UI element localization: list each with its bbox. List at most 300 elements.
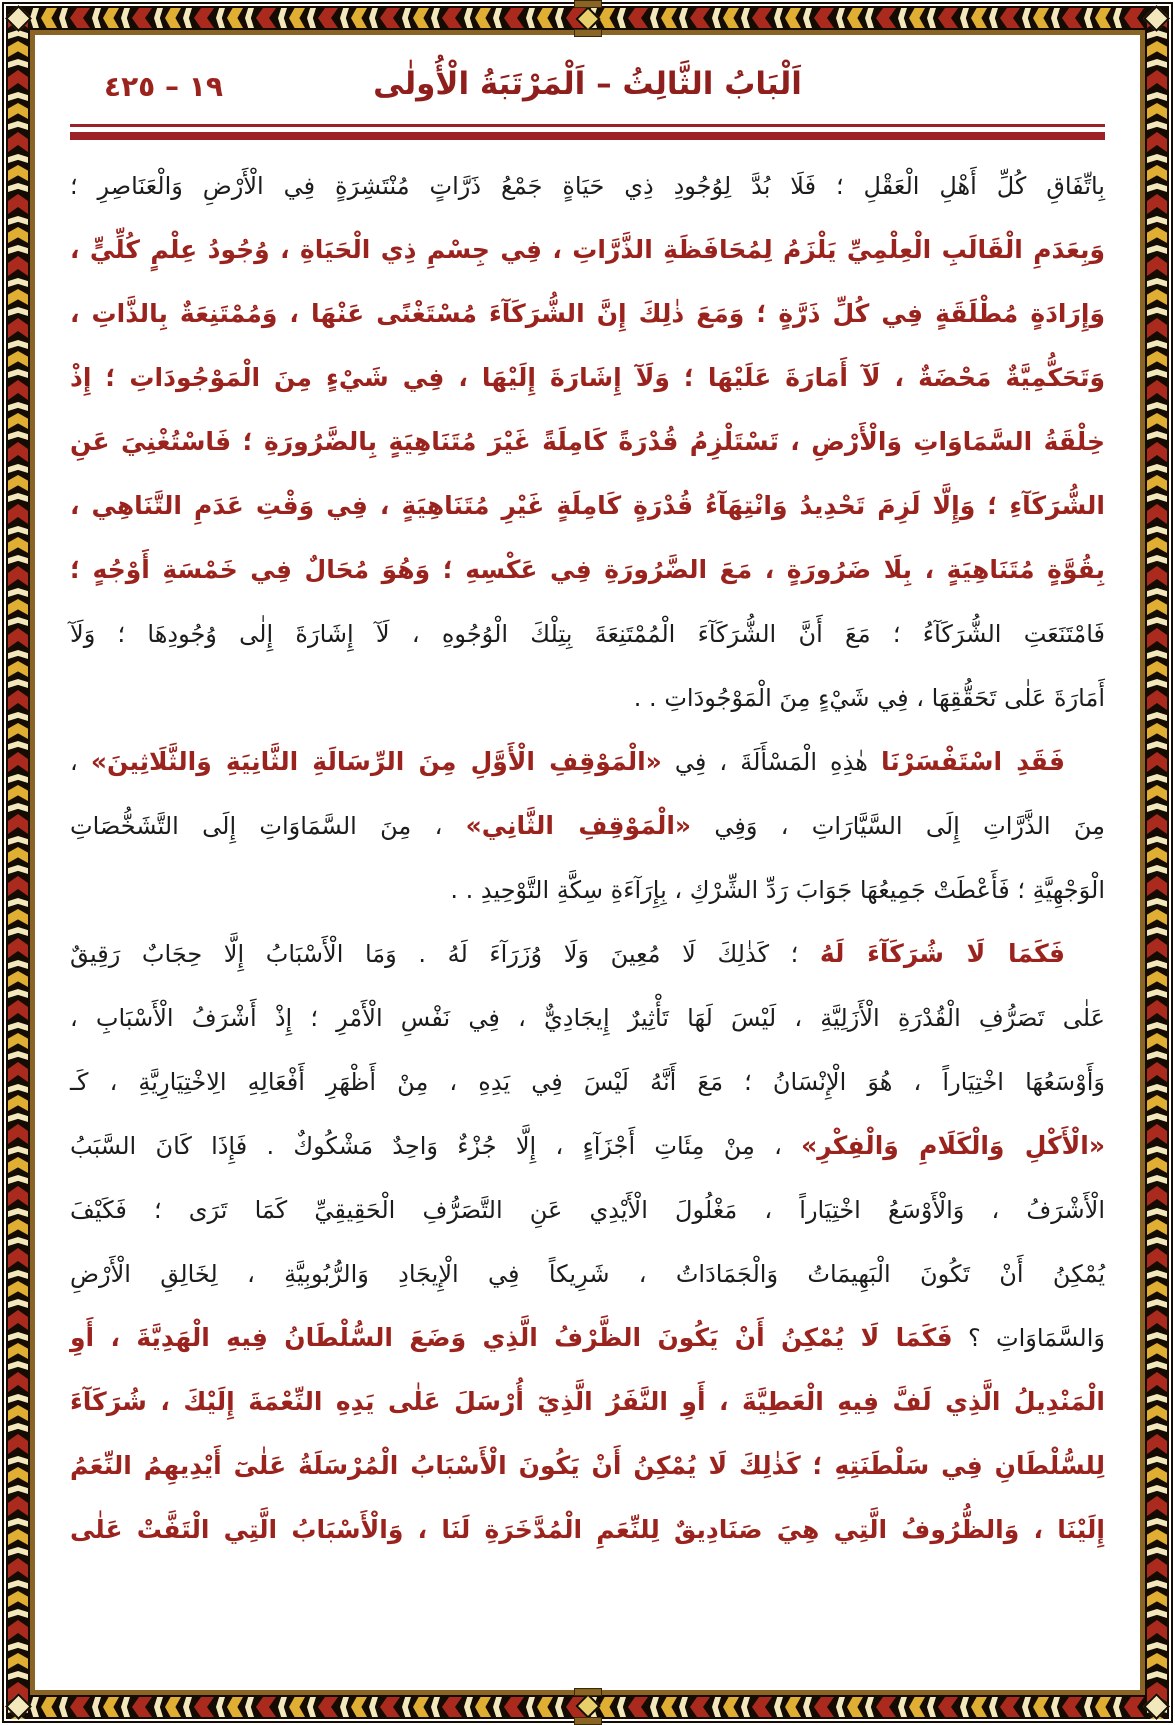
text-run: الشُّرَكَآءِ ؛ وَإِلَّا لَزِمَ تَحْدِيدُ وَانْتِهَآءُ قُدْرَةٍ كَامِلَةٍ غَيْرِ مُتَنَاهِيَةٍ ، فِي وَقْتِ عَدَمِ التَّنَاهِي ، (70, 491, 1105, 520)
text-run: عَلٰى تَصَرُّفِ الْقُدْرَةِ الْأَزَلِيَّةِ ، لَيْسَ لَهَا تَأْثِيرٌ إِيجَادِيٌّ ، فِي نَفْسِ الْأَمْرِ ؛ إِذْ أَشْرَفُ الْأَسْبَابِ ، (70, 1004, 1105, 1032)
chain-link-icon (8, 814, 28, 834)
chain-link-icon (8, 898, 28, 907)
chain-link-icon (8, 1022, 28, 1031)
chain-link-icon (1147, 1456, 1167, 1465)
chain-link-icon (8, 909, 28, 925)
chain-link-icon (1022, 8, 1031, 28)
chain-link-icon (8, 1372, 28, 1392)
chain-link-icon (774, 8, 783, 28)
chain-link-icon (8, 752, 28, 772)
text-line (70, 602, 1105, 666)
chain-link-icon (289, 8, 305, 28)
chain-link-icon (8, 493, 28, 502)
chain-link-icon (1033, 1697, 1049, 1717)
chain-link-icon (132, 8, 152, 28)
chain-link-icon (1095, 8, 1111, 28)
chain-link-icon (865, 8, 874, 28)
chain-link-icon (1147, 475, 1167, 491)
chain-link-icon (1147, 1609, 1167, 1618)
chain-link-icon (8, 318, 28, 338)
chain-link-icon (898, 1697, 907, 1717)
chain-link-icon (227, 1697, 243, 1717)
chain-link-icon (402, 8, 411, 28)
text-run: فَامْتَنَعَتِ الشُّرَكَآءُ ؛ مَعَ أَنَّ الشُّرَكَآءَ الْمُمْتَنِعَةَ بِتِلْكَ الْوُجُوهِ ، لَآ إِشَارَةَ إِلٰى وُجُودِهَا ؛ وَلَآ (70, 620, 1105, 648)
chain-link-icon (8, 971, 28, 987)
chain-link-icon (1147, 876, 1167, 896)
chain-link-icon (8, 165, 28, 181)
chain-link-icon (1124, 1697, 1144, 1717)
chain-link-icon (8, 1062, 28, 1082)
chain-link-icon (8, 1175, 28, 1184)
chain-link-icon (650, 8, 659, 28)
text-run: وَالسَّمَاوَاتِ ؟ (952, 1324, 1105, 1352)
chain-link-icon (8, 183, 28, 192)
chain-link-icon (340, 1697, 349, 1717)
chain-link-icon (8, 785, 28, 801)
chain-link-icon (1095, 1697, 1111, 1717)
chain-link-icon (121, 1697, 130, 1717)
chain-link-icon (1147, 1062, 1167, 1082)
chain-link-icon (8, 1405, 28, 1421)
text-line (70, 1178, 1105, 1242)
chain-link-icon (8, 1270, 28, 1279)
chain-link-icon (92, 8, 101, 28)
chain-link-icon (555, 8, 564, 28)
chain-link-icon (628, 1697, 648, 1717)
chain-link-icon (8, 1591, 28, 1607)
chain-link-icon (8, 1208, 28, 1217)
chain-link-icon (8, 876, 28, 896)
chain-link-icon (8, 59, 28, 68)
chain-link-icon (1147, 1361, 1167, 1370)
chain-link-icon (8, 723, 28, 739)
chain-link-icon (723, 1697, 739, 1717)
text-run: وَأَوْسَعُهَا اخْتِيَاراً ، هُوَ الْإِنْسَانُ ؛ مَعَ أَنَّهُ لَيْسَ فِي يَدِهِ ، مِنْ أَظْهَرِ أَفْعَالِهِ الِاخْتِيَارِيَّةِ ، كَـ (70, 1068, 1105, 1096)
chain-link-icon (1147, 1084, 1167, 1093)
chain-link-icon (1147, 351, 1167, 367)
chain-link-icon (8, 555, 28, 564)
text-run: مِنَ الذَّرَّاتِ إِلَى السَّيَّارَاتِ ، وَفِي (691, 812, 1105, 840)
chain-link-icon (938, 1697, 958, 1717)
chain-link-icon (8, 1095, 28, 1111)
chain-link-icon (103, 8, 119, 28)
chain-link-icon (8, 1051, 28, 1060)
chain-link-icon (661, 8, 677, 28)
chain-link-icon (8, 1186, 28, 1206)
chain-link-icon (41, 1697, 57, 1717)
chain-link-icon (1147, 555, 1167, 564)
chain-link-icon (1147, 1146, 1167, 1155)
text-line (70, 282, 1105, 346)
text-line (70, 1242, 1105, 1306)
chain-link-icon (1147, 679, 1167, 688)
chain-link-icon (351, 8, 367, 28)
chain-link-icon (8, 278, 28, 287)
text-run: الْوَجْهِيَّةِ ؛ فَأَعْطَتْ جَمِيعُهَا جَوَابَ رَدِّ الشِّرْكِ ، بِإِرَآءَةِ سِكَّةِ التَّوْحِيدِ . . (450, 876, 1105, 904)
chain-link-icon (8, 464, 28, 473)
chain-link-icon (1147, 690, 1167, 710)
chain-link-icon (8, 1343, 28, 1359)
chain-link-icon (1147, 413, 1167, 429)
chain-link-icon (8, 1485, 28, 1494)
chain-link-icon (814, 8, 834, 28)
chain-link-icon (1147, 1671, 1167, 1680)
chain-link-icon (8, 1394, 28, 1403)
chain-link-icon (8, 938, 28, 958)
chain-link-icon (1147, 154, 1167, 163)
chain-link-icon (1147, 599, 1167, 615)
chain-link-icon (8, 1456, 28, 1465)
text-run: وَتَحَكُّمِيَّةٌ مَحْضَةٌ ، لَآ أَمَارَةَ عَلَيْهَا ؛ وَلَآ إِشَارَةَ إِلَيْهَا ، فِي شَيْءٍ مِنَ الْمَوْجُودَاتِ ؛ إِذْ (70, 363, 1105, 392)
header-rules (70, 124, 1105, 140)
text-line (70, 1370, 1105, 1434)
text-run: بِاتِّفَاقِ كُلِّ أَهْلِ الْعَقْلِ ؛ فَلَا بُدَّ لِوُجُودِ ذِي حَيَاةٍ جَمْعُ ذَرَّاتٍ مُنْتَشِرَةٍ فِي الْأَرْضِ وَالْعَنَاصِرِ ؛ (70, 172, 1105, 200)
chain-link-icon (8, 475, 28, 491)
chain-link-icon (8, 1113, 28, 1122)
chain-link-icon (464, 8, 473, 28)
chain-link-icon (1147, 1372, 1167, 1392)
chain-link-icon (847, 1697, 863, 1717)
chain-link-icon (8, 1653, 28, 1669)
top-center-ornament-icon (574, 29, 602, 37)
chain-link-icon (679, 1697, 688, 1717)
chain-link-icon (971, 1697, 987, 1717)
chain-link-icon (785, 1697, 801, 1717)
chain-link-icon (960, 8, 969, 28)
text-run: وَبِعَدَمِ الْقَالَبِ الْعِلْمِيِّ يَلْزَمُ لِمُحَافَظَةِ الذَّرَّاتِ ، فِي جِسْمِ ذِي الْحَيَاةِ ، وُجُودُ عِلْمٍ كُلِّيٍّ ، (70, 235, 1105, 264)
chain-link-icon (1147, 307, 1167, 316)
chain-link-icon (8, 1281, 28, 1297)
chain-link-icon (8, 989, 28, 998)
chain-link-icon (741, 8, 750, 28)
text-run: خِلْقَةُ السَّمَاوَاتِ وَالْأَرْضِ ، تَسْتَلْزِمُ قُدْرَةً كَامِلَةً غَيْرَ مُتَنَاهِيَةٍ بِالضَّرُورَةِ ؛ فَاسْتُغْنِيَ عَنِ (70, 427, 1105, 456)
chain-link-icon (1000, 1697, 1020, 1717)
text-line (70, 474, 1105, 538)
chain-link-icon (599, 8, 615, 28)
text-run: فَكَمَا لَا يُمْكِنُ أَنْ يَكُونَ الظَّرْفُ الَّذِي وَضَعَ السُّلْطَانُ فِيهِ الْهَدِيَّةَ ، أَوِ (70, 1323, 953, 1352)
chain-link-icon (1147, 1332, 1167, 1341)
chain-link-icon (8, 1361, 28, 1370)
text-run: إِلَيْنَا ، وَالظُّرُوفُ الَّتِي هِيَ صَنَادِيقٌ لِلنِّعَمِ الْمُدَّخَرَةِ لَنَا ، وَالْأَسْبَابُ الَّتِي الْتَفَّتْ عَلٰى (70, 1515, 1105, 1544)
chain-link-icon (227, 8, 243, 28)
text-run: ، مِنْ مِئَاتِ أَجْزَآءٍ ، إِلَّا جُزْءٌ وَاحِدٌ مَشْكُوكٌ . فَإِذَا كَانَ السَّبَبُ (70, 1132, 802, 1160)
chain-link-icon (1147, 369, 1167, 378)
chain-link-icon (8, 1124, 28, 1144)
chain-link-icon (8, 1529, 28, 1545)
chain-link-icon (803, 1697, 812, 1717)
chain-link-icon (1147, 1547, 1167, 1556)
chain-link-icon (59, 8, 68, 28)
chain-link-icon (1147, 847, 1167, 863)
chain-link-icon (8, 194, 28, 214)
chain-link-icon (1147, 1467, 1167, 1483)
chain-link-icon (1147, 256, 1167, 276)
chain-link-icon (8, 617, 28, 626)
chain-link-icon (1051, 1697, 1060, 1717)
chain-link-icon (1147, 1485, 1167, 1494)
chain-link-icon (442, 1697, 462, 1717)
chain-link-icon (1147, 814, 1167, 834)
text-run: «الْمَوْقِفِ الْأَوَّلِ مِنَ الرِّسَالَةِ الثَّانِيَةِ وَالثَّلَاثِينَ» (90, 747, 662, 776)
text-run: «الْأَكْلِ وَالْكَلَامِ وَالْفِكْرِ» (801, 1131, 1105, 1160)
chain-link-icon (1147, 898, 1167, 907)
chain-link-icon (8, 1580, 28, 1589)
chain-link-icon (8, 712, 28, 721)
chain-link-icon (1147, 927, 1167, 936)
chain-link-icon (8, 351, 28, 367)
top-center-ornament-icon (574, 0, 602, 8)
chain-link-icon (1147, 712, 1167, 721)
chain-link-icon (8, 413, 28, 429)
chain-link-icon (1147, 1642, 1167, 1651)
header-rule-thick (70, 132, 1105, 140)
chain-link-icon (679, 8, 688, 28)
chain-link-icon (8, 537, 28, 553)
chain-link-icon (8, 1033, 28, 1049)
chain-link-icon (1147, 165, 1167, 181)
chain-link-icon (1147, 1033, 1167, 1049)
chain-link-icon (70, 8, 90, 28)
chain-link-icon (8, 599, 28, 615)
chain-link-icon (8, 1423, 28, 1432)
text-line (70, 1114, 1105, 1178)
chain-link-icon (1147, 245, 1167, 254)
chain-link-icon (1147, 1343, 1167, 1359)
text-line (70, 858, 1105, 922)
chain-link-icon (1147, 650, 1167, 659)
chain-link-icon (1147, 752, 1167, 772)
chain-link-icon (413, 1697, 429, 1717)
chain-link-icon (1147, 803, 1167, 812)
chain-link-icon (1147, 1208, 1167, 1217)
chain-border-left (6, 6, 30, 1719)
chain-link-icon (537, 1697, 553, 1717)
chain-link-icon (1147, 971, 1167, 987)
chain-link-icon (8, 628, 28, 648)
text-run: بِقُوَّةٍ مُتَنَاهِيَةٍ ، بِلَا ضَرُورَةٍ ، مَعَ الضَّرُورَةِ فِي عَكْسِهِ ؛ وَهُوَ مُحَالٌ فِي خَمْسَةِ أَوْجُهٍ ؛ (70, 555, 1105, 584)
chain-link-icon (1147, 1270, 1167, 1279)
text-line (70, 538, 1105, 602)
text-run: لِلسُّلْطَانِ فِي سَلْطَنَتِهِ ؛ كَذٰلِكَ لَا يُمْكِنُ أَنْ يَكُونَ الْأَسْبَابُ الْمُرْسَلَةُ عَلٰىٓ أَيْدِيهِمُ النِّعَمُ (70, 1451, 1105, 1480)
page-number: ١٩ – ٤٢٥ (104, 70, 223, 103)
chain-link-icon (8, 588, 28, 597)
chain-link-icon (898, 8, 907, 28)
chain-link-icon (526, 8, 535, 28)
chain-link-icon (1147, 909, 1167, 925)
chain-link-icon (1147, 537, 1167, 553)
chain-link-icon (8, 289, 28, 305)
chain-link-icon (245, 8, 254, 28)
chain-link-icon (1147, 442, 1167, 462)
chain-link-icon (8, 1467, 28, 1483)
chain-link-icon (8, 1518, 28, 1527)
chain-link-icon (8, 1157, 28, 1173)
text-line (70, 1050, 1105, 1114)
chain-link-icon (1062, 8, 1082, 28)
chain-link-icon (8, 431, 28, 440)
chain-link-icon (8, 566, 28, 586)
chain-link-icon (8, 504, 28, 524)
chain-link-icon (876, 1697, 896, 1717)
text-line (70, 794, 1105, 858)
chain-link-icon (1147, 617, 1167, 626)
chain-link-icon (8, 256, 28, 276)
chain-link-icon (690, 1697, 710, 1717)
chain-link-icon (8, 865, 28, 874)
chain-link-icon (1147, 1310, 1167, 1330)
chain-link-icon (1147, 132, 1167, 152)
chain-link-icon (1147, 785, 1167, 801)
chain-link-icon (8, 1299, 28, 1308)
chain-link-icon (1147, 526, 1167, 535)
text-line (70, 666, 1105, 730)
chain-link-icon (8, 307, 28, 316)
chain-link-icon (8, 442, 28, 462)
chain-link-icon (927, 1697, 936, 1717)
chain-link-icon (8, 526, 28, 535)
chain-link-icon (8, 227, 28, 243)
chain-link-icon (1124, 8, 1144, 28)
text-run: فَكَمَا لَا شُرَكَآءَ لَهُ (819, 939, 1065, 968)
chain-link-icon (1147, 1529, 1167, 1545)
chain-link-icon (1147, 103, 1167, 119)
chain-link-icon (8, 1237, 28, 1246)
chain-link-icon (1147, 1299, 1167, 1308)
chain-link-icon (8, 1434, 28, 1454)
chain-link-icon (1147, 628, 1167, 648)
chain-link-icon (1147, 1653, 1167, 1669)
chain-link-icon (927, 8, 936, 28)
chain-link-icon (8, 1248, 28, 1268)
chain-link-icon (369, 1697, 378, 1717)
chain-link-icon (493, 8, 502, 28)
chain-link-icon (1147, 566, 1167, 586)
chain-link-icon (1147, 121, 1167, 130)
chain-link-icon (1147, 504, 1167, 524)
chain-link-icon (8, 1496, 28, 1516)
chain-link-icon (154, 1697, 163, 1717)
text-line (70, 730, 1105, 794)
page-header (70, 40, 1105, 124)
chain-link-icon (8, 741, 28, 750)
chain-link-icon (194, 8, 214, 28)
chain-link-icon (8, 1146, 28, 1155)
chain-link-icon (165, 8, 181, 28)
text-run: «الْمَوْقِفِ الثَّانِي» (465, 811, 692, 840)
chain-link-icon (8, 132, 28, 152)
chain-link-icon (752, 1697, 772, 1717)
chain-link-icon (92, 1697, 101, 1717)
chain-link-icon (1147, 1095, 1167, 1111)
chain-link-icon (1147, 1434, 1167, 1454)
chain-link-icon (256, 1697, 276, 1717)
chain-link-icon (1147, 960, 1167, 969)
chain-link-icon (8, 960, 28, 969)
chain-link-icon (617, 1697, 626, 1717)
chain-link-icon (8, 1558, 28, 1578)
chain-border-right (1145, 6, 1169, 1719)
chain-link-icon (1000, 8, 1020, 28)
chain-link-icon (1147, 1175, 1167, 1184)
chain-link-icon (8, 121, 28, 130)
chain-link-icon (1033, 8, 1049, 28)
chain-link-icon (289, 1697, 305, 1717)
chain-link-icon (1147, 1051, 1167, 1060)
chain-link-icon (989, 8, 998, 28)
text-line (70, 1434, 1105, 1498)
chain-link-icon (661, 1697, 677, 1717)
chain-link-icon (1022, 1697, 1031, 1717)
chain-link-icon (351, 1697, 367, 1717)
chain-link-icon (1147, 59, 1167, 68)
chain-link-icon (865, 1697, 874, 1717)
chain-link-icon (1113, 1697, 1122, 1717)
chain-link-icon (154, 8, 163, 28)
chain-link-icon (8, 1547, 28, 1556)
chain-link-icon (1147, 1591, 1167, 1607)
chain-link-icon (165, 1697, 181, 1717)
chain-link-icon (8, 847, 28, 863)
chain-link-icon (1062, 1697, 1082, 1717)
chain-link-icon (1147, 1186, 1167, 1206)
chain-link-icon (59, 1697, 68, 1717)
chain-link-icon (216, 8, 225, 28)
text-run: ، مِنَ السَّمَاوَاتِ إِلَى التَّشَخُّصَاتِ (70, 812, 466, 840)
chain-link-icon (1147, 741, 1167, 750)
chain-link-icon (785, 8, 801, 28)
chain-link-icon (814, 1697, 834, 1717)
chain-link-icon (650, 1697, 659, 1717)
chain-link-icon (1084, 8, 1093, 28)
chain-link-icon (1147, 1248, 1167, 1268)
chapter-title: اَلْبَابُ الثَّالِثُ – اَلْمَرْتَبَةُ الْأُولٰى (373, 66, 802, 102)
chain-link-icon (1051, 8, 1060, 28)
chain-link-icon (8, 774, 28, 783)
text-run: ، (70, 748, 91, 776)
chain-link-icon (1147, 1580, 1167, 1589)
chain-link-icon (774, 1697, 783, 1717)
chain-link-icon (1147, 989, 1167, 998)
chain-link-icon (836, 1697, 845, 1717)
chain-link-icon (8, 1671, 28, 1680)
chain-link-icon (537, 8, 553, 28)
chain-link-icon (8, 340, 28, 349)
chain-link-icon (8, 70, 28, 90)
chain-link-icon (504, 1697, 524, 1717)
chain-link-icon (1147, 216, 1167, 225)
chain-link-icon (712, 8, 721, 28)
chain-link-icon (1147, 92, 1167, 101)
chain-link-icon (216, 1697, 225, 1717)
text-line (70, 218, 1105, 282)
chain-link-icon (8, 690, 28, 710)
chain-link-icon (971, 8, 987, 28)
chain-link-icon (307, 1697, 316, 1717)
chain-link-icon (8, 803, 28, 812)
chain-link-icon (194, 1697, 214, 1717)
chain-link-icon (442, 8, 462, 28)
chain-link-icon (909, 1697, 925, 1717)
chain-link-icon (8, 1609, 28, 1618)
chain-link-icon (8, 836, 28, 845)
chain-link-icon (380, 1697, 400, 1717)
chain-link-icon (836, 8, 845, 28)
chain-link-icon (847, 8, 863, 28)
text-run: يُمْكِنُ أَنْ تَكُونَ الْبَهِيمَاتُ وَالْجَمَادَاتُ ، شَرِيكاً فِي الْإِيجَادِ وَالرُّبُوبِيَّةِ ، لِخَالِقِ الْأَرْضِ (70, 1260, 1105, 1288)
chain-link-icon (1147, 1219, 1167, 1235)
chain-link-icon (431, 8, 440, 28)
text-run: الْأَشْرَفُ ، وَالْأَوْسَعُ اخْتِيَاراً ، مَغْلُولَ الْأَيْدِي عَنِ التَّصَرُّفِ الْحَقِيقِيِّ كَمَا تَرَى ؛ فَكَيْفَ (70, 1196, 1105, 1224)
